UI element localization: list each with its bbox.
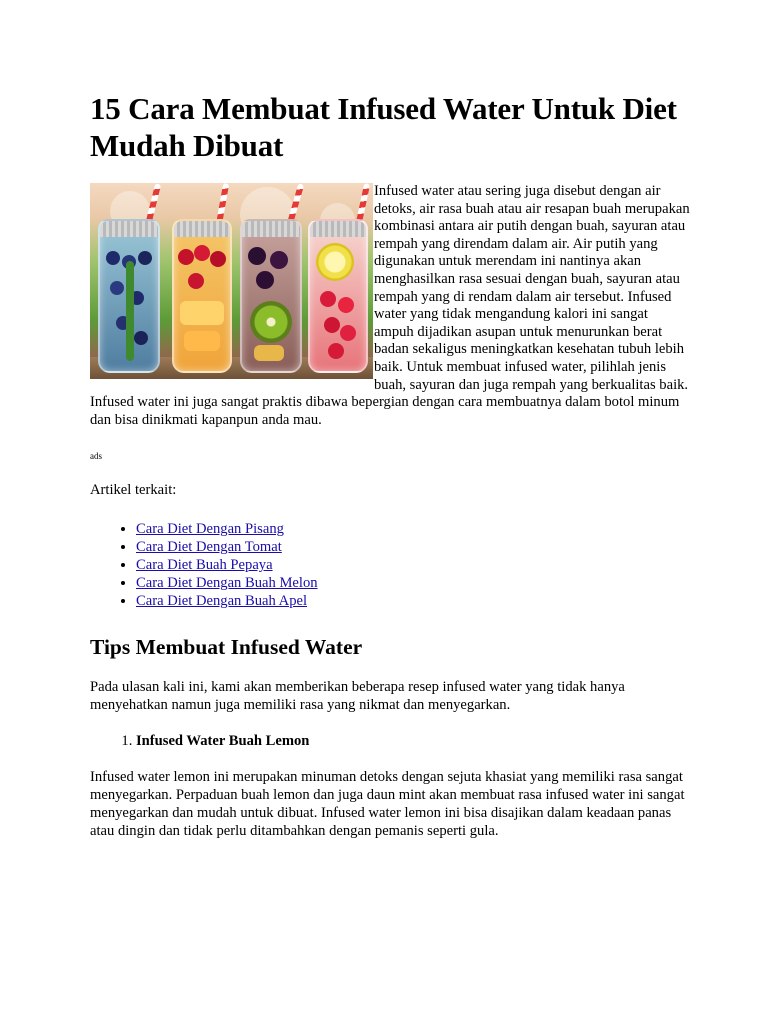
related-link-melon[interactable]: Cara Diet Dengan Buah Melon	[136, 575, 318, 592]
recipe-steps	[90, 732, 690, 750]
article-title: 15 Cara Membuat Infused Water Untuk Diet Mudah Dibuat	[90, 91, 677, 163]
ads-label: ads	[90, 451, 102, 462]
list-item	[136, 520, 690, 538]
related-link-pepaya[interactable]: Cara Diet Buah Pepaya	[136, 557, 273, 574]
section-intro: Pada ulasan kali ini, kami akan memberikan beberapa resep infused water yang tidak hanya menyehatkan namun juga memiliki rasa yang nikmat dan menyegarkan.	[90, 679, 625, 714]
related-articles-label: Artikel terkait:	[90, 482, 177, 499]
infused-water-photo	[90, 183, 373, 379]
step-body: Infused water lemon ini merupakan minuman detoks dengan sejuta khasiat yang memiliki rasa sangat menyegarkan. Perpaduan buah lemon dan juga daun mint akan membuat rasa infused water ini sangat menyegarkan dan mudah untuk dibuat. Infused water lemon ini bisa disajikan dalam keadaan panas atau dingin dan tidak perlu ditambahkan dengan pemanis seperti gula.	[90, 769, 685, 840]
intro-block	[90, 183, 690, 429]
related-link-pisang[interactable]: Cara Diet Dengan Pisang	[136, 521, 284, 538]
related-link-tomat[interactable]: Cara Diet Dengan Tomat	[136, 539, 282, 556]
step-title: 1. Infused Water Buah Lemon	[136, 732, 690, 750]
related-links-list	[90, 520, 690, 610]
intro-paragraph: Infused water atau sering juga disebut dengan air detoks, air rasa buah atau air resapan buah merupakan kombinasi antara air putih dengan buah, sayuran atau rempah yang direndam dalam air. Air putih yang digunakan untuk merendam ini nantinya akan menghasilkan rasa sesuai dengan buah, sayuran atau rempah yang di rendam dalam air tersebut. Infused water yang tidak mengandung kalori ini sangat ampuh dijadikan asupan untuk menurunkan berat badan sekaligus meningkatkan kesehatan tubuh lebih baik. Untuk membuat infused water, pilihlah jenis buah, sayuran dan juga rempah yang berkualitas baik. Infused water ini juga sangat praktis dibawa bepergian dengan cara membuatnya dalam botol minum dan bisa dinikmati kapanpun anda mau.	[90, 183, 690, 428]
list-item	[136, 538, 690, 556]
list-item	[136, 574, 690, 592]
related-link-apel[interactable]: Cara Diet Dengan Buah Apel	[136, 593, 308, 610]
list-item	[136, 556, 690, 574]
section-title: Tips Membuat Infused Water	[90, 635, 363, 660]
list-item	[136, 592, 690, 610]
article	[90, 90, 690, 840]
